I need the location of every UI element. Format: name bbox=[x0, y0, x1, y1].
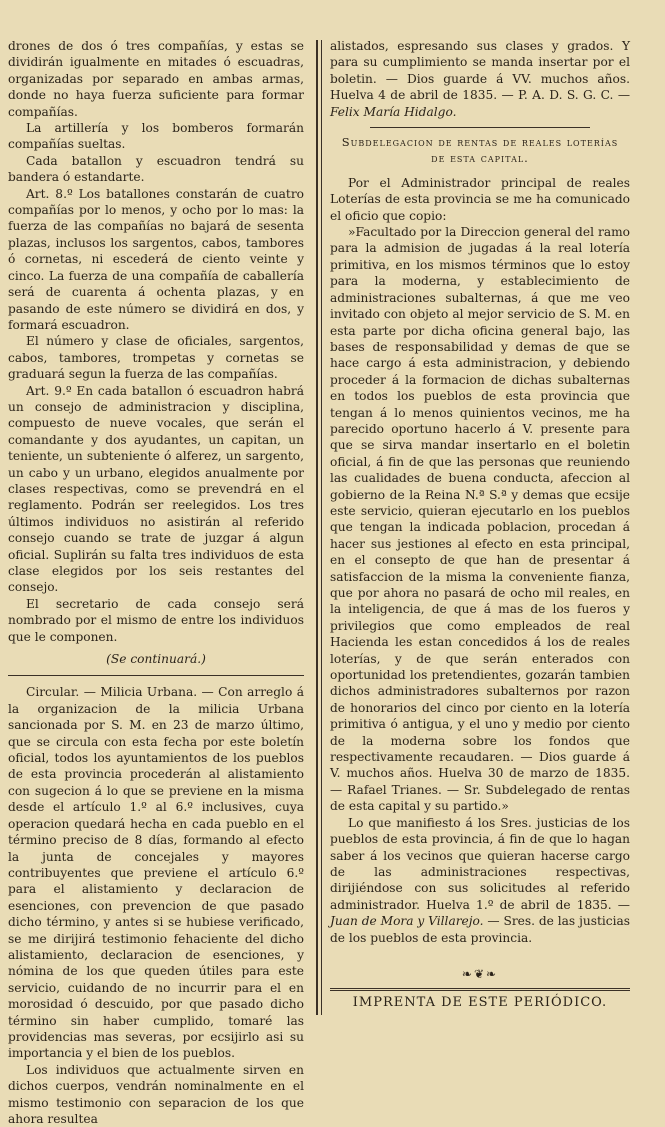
addressee: Sr. Subdelegado de rentas de esta capital y su partido.» bbox=[330, 782, 630, 814]
left-column bbox=[8, 38, 304, 1127]
signature-name: Felix María Hidalgo. bbox=[330, 104, 457, 119]
signature-name: Rafael Trianes. bbox=[347, 782, 442, 797]
article-8: Art. 8.º Los batallones constarán de cuatro compañías por lo menos, y ocho por lo mas: la fuerza de las compañías no bajará de sesenta plazas, inclusos los sargentos, cabos, tambores ó cornetas, ni escederá de ciento veinte y cinco. La fuerza de una compañía de caballería será de cuarenta á ochenta plazas, y en pasando de este número se dividirá en dos, y formará escuadron. bbox=[8, 186, 304, 332]
paragraph-text: alistados, espresando sus clases y grados. Y para su cumplimiento se manda insertar por el boletin. bbox=[330, 39, 630, 86]
circular-subject: Milicia Urbana. bbox=[100, 685, 198, 700]
addressee: Sres. de las justicias de los pueblos de esta provincia. bbox=[330, 914, 630, 945]
section-heading: Subdelegacion de rentas de reales loterías bbox=[341, 135, 619, 150]
circular-body: Con arreglo á la organizacion de la milicia Urbana sancionada por S. M. en 23 de marzo último, que se circula con esta fecha por este boletín oficial, todos los ayuntamientos de los pueblos de esta provincia procederán al alistamiento con sugecion á lo que se previene en la misma desde el artículo 1.º al 6.º inclusives, cuya operacion quedará hecha en cada pueblo en el término preciso de 8 días, formando al efecto la junta de concejales y mayores contribuyentes que previene el artículo 6.º para el alistamiento y declaracion de esenciones, con prevencion de que pasado dicho término, y antes si se hubiese verificado, se me dirijirá testimonio fehaciente del dicho alistamiento, declaracion de esenciones, y nómina de los que queden útiles para este servicio, cuidando de no incurrir para el en morosidad ó descuido, por que pasado dicho término sin haber cumplido, tomaré las providencias mas severas, por ecsijirlo asi su importancia y el bien de los pueblos. bbox=[8, 685, 304, 1061]
paragraph: El secretario de cada consejo será nombrado por el mismo de entre los individuos que le componen. bbox=[8, 596, 304, 644]
closing-formula: Dios guarde á VV. muchos años. Huelva 4 de abril de 1835. bbox=[330, 71, 630, 103]
initials: P. A. D. S. G. C. bbox=[518, 88, 614, 103]
paragraph: El número y clase de oficiales, sargentos, cabos, tambores, trompetas y cornetas se graduará segun la fuerza de las compañías. bbox=[8, 334, 304, 382]
paragraph: Los individuos que actualmente sirven en dichos cuerpos, vendrán nominalmente en el mismo testimonio con separacion de los que ahora resultea bbox=[8, 1062, 304, 1126]
paragraph: Lo que manifiesto á los Sres. justicias de los pueblos de esta provincia, á fin de que lo hagan saber á los vecinos que quieran hacerse cargo de las administraciones respectivas, dirijiéndose con sus solicitudes al referido administrador. Huelva 1.º de abril de 1835. — Juan de Mora y Villarejo. — Sres. de las justicias de los pueblos de esta provincia. bbox=[330, 815, 630, 945]
circular-paragraph: Circular. — Milicia Urbana. — Con arreglo á la organizacion de la milicia Urbana sancionada por S. M. en 23 de marzo último, que se circula con esta fecha por este boletín oficial, todos los ayuntamientos de los pueblos de esta provincia procederán al alistamiento con sugecion á lo que se previene en la misma desde el artículo 1.º al 6.º inclusives, cuya operacion quedará hecha en cada pueblo en el término preciso de 8 días, formando al efecto la junta de concejales y mayores contribuyentes que previene el artículo 6.º para el alistamiento y declaracion de esenciones, con prevencion de que pasado dicho término, y antes si se hubiese verificado, se me dirijirá testimonio fehaciente del dicho alistamiento, declaracion de esenciones, y nómina de los que queden útiles para este servicio, cuidando de no incurrir para el en morosidad ó descuido, por que pasado dicho término sin haber cumplido, tomaré las providencias mas severas, por ecsijirlo asi su importancia y el bien de los pueblos. bbox=[8, 685, 304, 1061]
circular-label: Circular. bbox=[26, 685, 80, 700]
continuation-note: (Se continuará.) bbox=[106, 652, 206, 667]
signature-name: Juan de Mora y Villarejo. bbox=[330, 914, 484, 929]
quoted-letter: »Facultado por la Direccion general del ramo para la admision de jugadas á la real lotería primitiva, en los mismos términos que lo estoy para la moderna, y establecimiento de administraciones subalternas, á que me veo invitado con objeto al mejor servicio de S. M. en esta parte por dicha oficina general bajo, las bases de responsabilidad y demas de que se hace cargo á esta administracion, y debiendo proceder á la formacion de dichas subalternas en todos los pueblos de esta provincia que tengan á lo menos quinientos vecinos, me ha parecido oportuno hacerlo á V. presente para que se sirva mandar insertarlo en el boletin oficial, á fin de que las personas que reuniendo las cualidades de buena conducta, afeccion al gobierno de la Reina N.ª S.ª y demas que ecsije este servicio, quieran ejecutarlo en los pueblos que tengan la indicada poblacion, procedan á hacer sus jestiones al efecto en esta principal, en el consepto de que han de presentar á satisfaccion de la misma la conveniente fianza, que por ahora no pasará de ocho mil reales, en la inteligencia, de que á mas de los fueros y privilegios que como empleados de real Hacienda les estan concedidos á los de reales loterías, y de que serán enterados con oportunidad los pretendientes, gozarán tambien dichos administradores subalternos por razon de honorarios del cinco por ciento en la lotería primitiva ó antigua, y el uno y medio por ciento de la moderna sobre los fondos que respectivamente recaudaren. — Dios guarde á V. muchos años. Huelva 30 de marzo de 1835. — Rafael Trianes. — Sr. Subdelegado de rentas de esta capital y su partido.» bbox=[330, 225, 630, 814]
article-9: Art. 9.º En cada batallon ó escuadron habrá un consejo de administracion y disciplina, compuesto de nueve vocales, que serán el comandante y dos ayudantes, un capitan, un teniente, un subteniente ó alferez, un sargento, un cabo y un urbano, elegidos anualmente por clases respectivas, como se prevendrá en el reglamento. Podrán ser reelegidos. Los tres últimos individuos no asistirán al referido consejo cuando se trate de juzgar á algun oficial. Suplirán su falta tres individuos de esta clase elegidos por los seis restantes del consejo. bbox=[8, 383, 304, 595]
paragraph: La artillería y los bomberos formarán compañías sueltas. bbox=[8, 121, 304, 152]
paragraph: Por el Administrador principal de reales Loterías de esta provincia se me ha comunicado el oficio que copio: bbox=[330, 175, 630, 223]
paragraph: Cada batallon y escuadron tendrá su bandera ó estandarte. bbox=[8, 153, 304, 185]
ornament: ❧❦❧ bbox=[461, 966, 499, 981]
right-column bbox=[330, 38, 630, 1012]
section-rule bbox=[8, 675, 304, 676]
section-heading-line2: de esta capital. bbox=[431, 151, 529, 166]
quoted-text: »Facultado por la Direccion general del ramo para la admision de jugadas á la real lotería primitiva, en los mismos términos que lo estoy para la moderna, y establecimiento de administraciones subalternas, á que me veo invitado con objeto al mejor servicio de S. M. en esta parte por dicha oficina general bajo, las bases de responsabilidad y demas de que se hace cargo á esta administracion, y debiendo proceder á la formacion de dichas subalternas en todos los pueblos de esta provincia que tengan á lo menos quinientos vecinos, me ha parecido oportuno hacerlo á V. presente para que se sirva mandar insertarlo en el boletin oficial, á fin de que las personas que reuniendo las cualidades de buena conducta, afeccion al gobierno de la Reina N.ª S.ª y demas que ecsije este servicio, quieran ejecutarlo en los pueblos que tengan la indicada poblacion, procedan á hacer sus jestiones al efecto en esta principal, en el consepto de que han de presentar á satisfaccion de la misma la conveniente fianza, que por ahora no pasará de ocho mil reales, en la inteligencia, de que á mas de los fueros y privilegios que como empleados de real Hacienda les estan concedidos á los de reales loterías, y de que serán enterados con oportunidad los pretendientes, gozarán tambien dichos administradores subalternos por razon de honorarios del cinco por ciento en la lotería primitiva ó antigua, y el uno y medio por ciento de la moderna sobre los fondos que respectivamente recaudaren. bbox=[330, 225, 630, 765]
paragraph-text: Lo que manifiesto á los Sres. justicias de los pueblos de esta provincia, á fin de que lo hagan saber á los vecinos que quieran hacerse cargo de las administraciones respectivas, dirijiéndose con sus solicitudes al referido administrador. Huelva 1.º de abril de 1835. bbox=[330, 815, 630, 912]
section-rule bbox=[370, 127, 590, 128]
closing-formula: Dios guarde á V. muchos años. Huelva 30 de marzo de 1835. bbox=[330, 750, 630, 781]
paragraph: alistados, espresando sus clases y grados. Y para su cumplimiento se manda insertar por el boletin. — Dios guarde á VV. muchos años. Huelva 4 de abril de 1835. — P. A. D. S. G. C. — Felix María Hidalgo. bbox=[330, 39, 631, 119]
column-divider bbox=[316, 40, 318, 1015]
paragraph: drones de dos ó tres compañías, y estas se dividirán igualmente en mitades ó escuadras, organizadas por separado en ambas armas, donde no haya fuerza suficiente para formar compañías. bbox=[8, 39, 304, 119]
column-divider-thin bbox=[321, 40, 322, 1015]
printer-imprint: IMPRENTA DE ESTE PERIÓDICO. bbox=[330, 988, 630, 1011]
